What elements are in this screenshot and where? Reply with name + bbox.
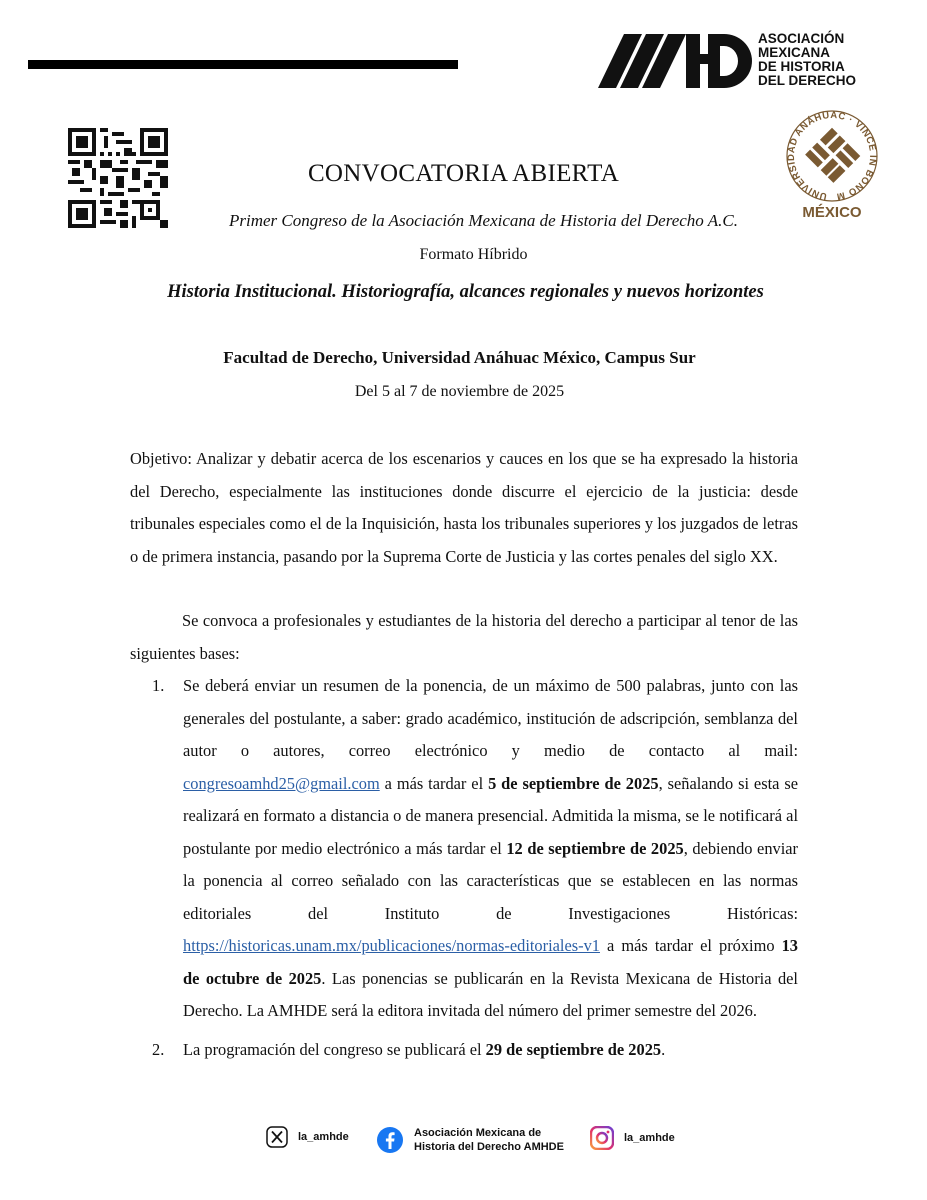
amhd-logo-line: DEL DERECHO (758, 73, 857, 88)
amhd-logo-line: DE HISTORIA (758, 59, 845, 74)
amhd-logo-text (758, 32, 856, 88)
invitation-paragraph: Se convoca a profesionales y estudiantes de la historia del derecho a participar al tenor de las siguientes bases: (130, 611, 798, 663)
instagram-handle: la_amhde (624, 1132, 675, 1144)
list-item-number: 2. (152, 1039, 165, 1059)
list-item-number: 1. (152, 676, 165, 695)
facebook-name-line: Asociación Mexicana de (414, 1127, 542, 1139)
subtitle: Primer Congreso de la Asociación Mexicana de Historia del Derecho A.C. (229, 211, 738, 230)
amhd-logo-mark-icon (598, 30, 756, 90)
contact-email-link[interactable]: congresoamhd25@gmail.com (183, 773, 380, 793)
x-icon (266, 1126, 288, 1148)
list-item-text: a más tardar el próximo (599, 936, 782, 955)
facebook-name-line: Historia del Derecho AMHDE (414, 1141, 564, 1153)
objective-paragraph: Objetivo: Analizar y debatir acerca de los escenarios y cauces en los que se ha expresado la historia del Derecho, especialmente las instituciones donde discurre el ejercicio de la justicia: desde tribunales especiales como el de la Inquisición, hasta los tribunales superiores y los juzgados de letras o de primera instancia, pasando por la Suprema Corte de Justicia y las cortes penales del siglo XX. (130, 449, 798, 566)
event-dates: Del 5 al 7 de noviembre de 2025 (354, 383, 565, 400)
congress-theme: Historia Institucional. Historiografía, alcances regionales y nuevos horizontes (167, 282, 764, 302)
deadline-date: 5 de septiembre de 2025 (488, 773, 659, 793)
facebook-icon (376, 1126, 404, 1154)
x-handle: la_amhde (298, 1131, 349, 1143)
header-rule (28, 60, 458, 69)
amhd-logo-line: MEXICANA (758, 45, 831, 60)
svg-text:UNIVERSIDAD ANÁHUAC · VINCE IN: UNIVERSIDAD ANÁHUAC · VINCE IN BONO M (785, 109, 879, 202)
editorial-norms-link[interactable]: https://historicas.unam.mx/publicaciones/normas-editoriales-v1 (183, 936, 600, 955)
program-date: 29 de septiembre de 2025 (485, 1039, 662, 1059)
list-item-text: La programación del congreso se publicará el (183, 1039, 486, 1059)
social-footer (0, 1120, 927, 1160)
list-item-text: Se deberá enviar un resumen de la ponencia, de un máximo de 500 palabras, junto con las generales del postulante, a saber: grado académico, institución de adscripción, semblanza del autor o autores, correo electrónico y medio de contacto al mail: (183, 676, 798, 760)
format-label: Formato Híbrido (419, 246, 528, 263)
facebook-link[interactable] (376, 1126, 564, 1154)
facebook-name (414, 1126, 564, 1154)
list-item-text: , señalando si esta se realizará en formato a distancia o de manera presencial. Admitida la misma, se le notificará al postulante por medio electrónico a más tardar el (183, 773, 798, 858)
anahuac-seal-icon (778, 108, 886, 204)
list-item (130, 1034, 798, 1067)
deadline-date: 13 de octubre de 2025 (183, 936, 798, 988)
page-title: CONVOCATORIA ABIERTA (307, 160, 620, 187)
amhd-logo-line: ASOCIACIÓN (758, 31, 845, 46)
list-item-text: , debiendo enviar la ponencia al correo señalado con las características que se establecen en las normas editoriales del Instituto de Investigaciones Históricas: (183, 838, 799, 923)
instagram-icon (590, 1126, 614, 1150)
list-item (130, 670, 798, 1028)
x-link[interactable] (266, 1126, 349, 1148)
list-item-text: . Las ponencias se publicarán en la Revista Mexicana de Historia del Derecho. La AMHDE será la editora invitada del número del primer semestre del 2026. (183, 968, 798, 1020)
bases-list (130, 670, 798, 1066)
deadline-date: 12 de septiembre de 2025 (506, 838, 684, 858)
anahuac-mexico-label: MÉXICO (802, 204, 862, 221)
amhd-logo (598, 30, 858, 92)
list-item-text: a más tardar el (379, 773, 489, 793)
venue: Facultad de Derecho, Universidad Anáhuac México, Campus Sur (223, 348, 696, 367)
instagram-link[interactable] (590, 1126, 675, 1150)
list-item-text: . (661, 1039, 666, 1059)
